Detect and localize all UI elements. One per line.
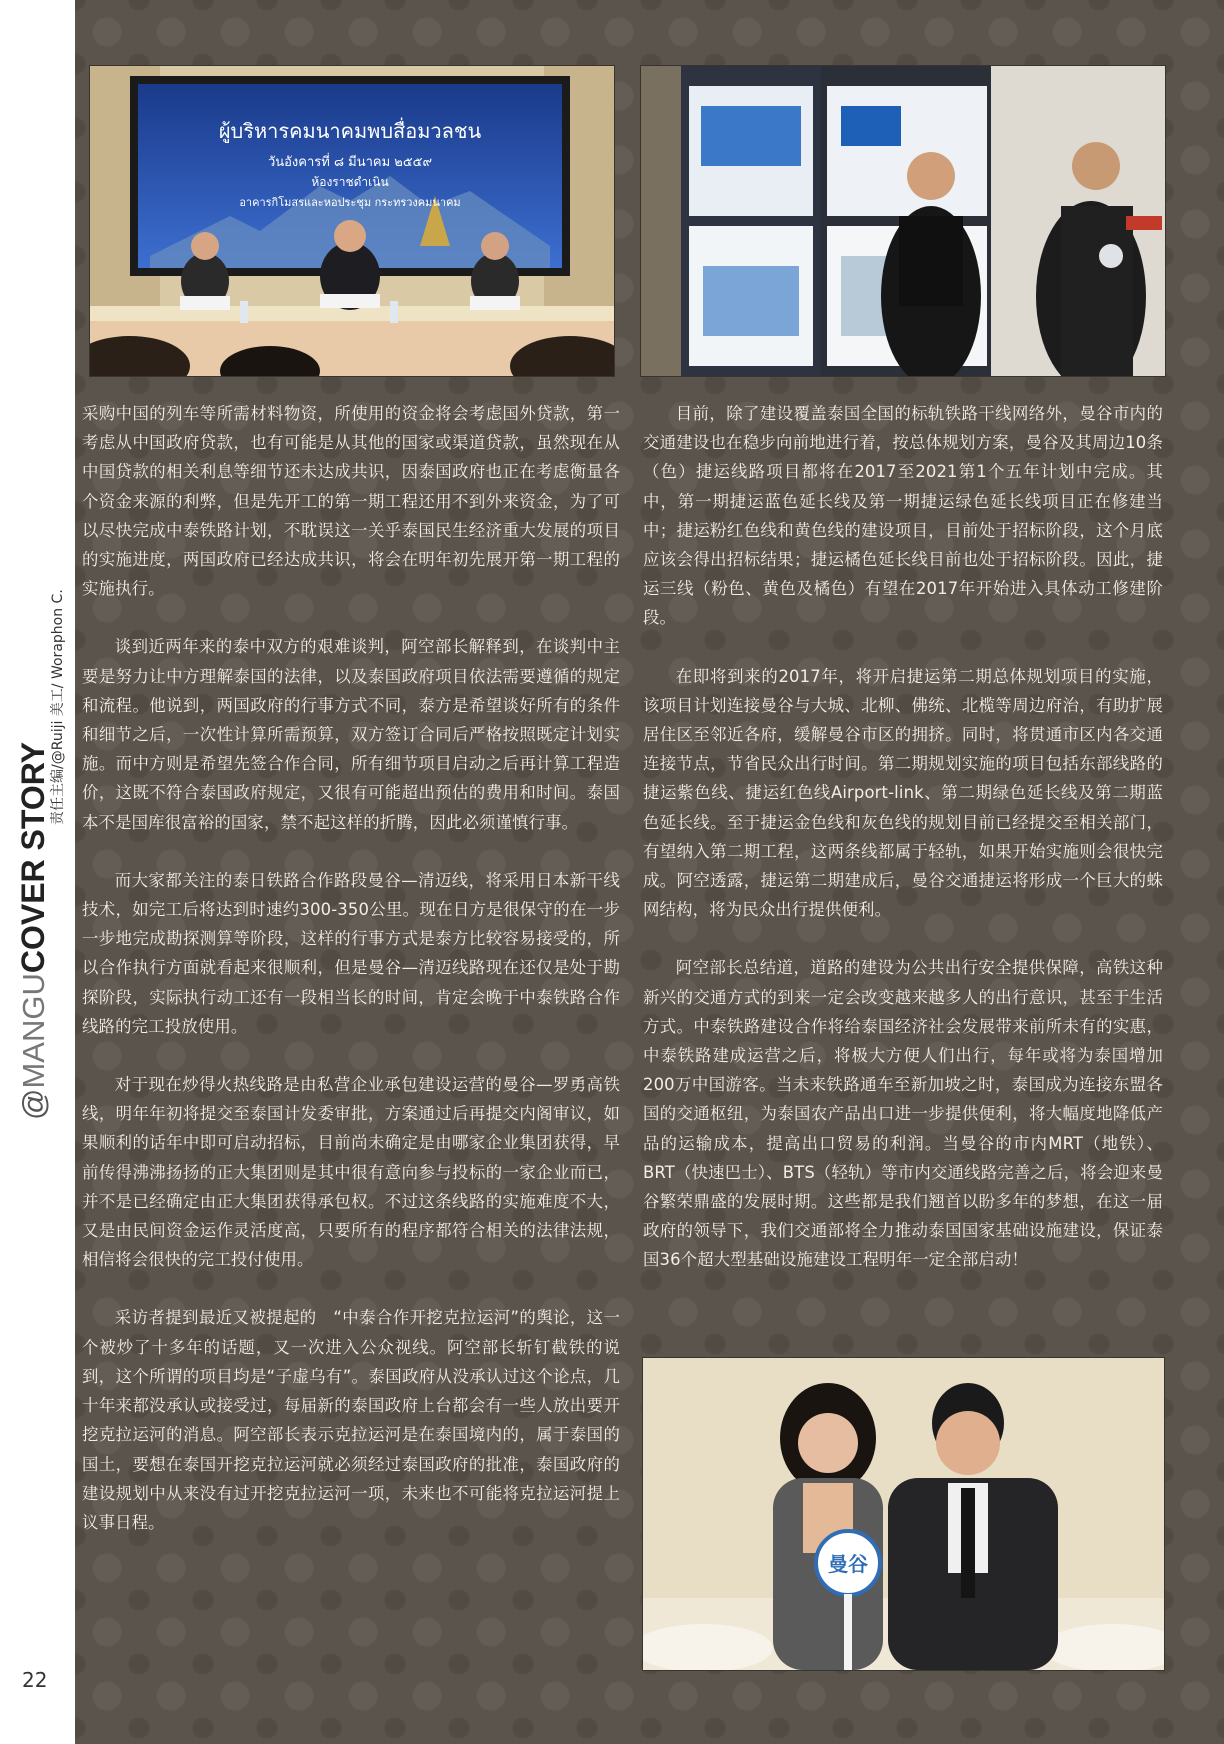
vertical-section-label [14, 520, 66, 1120]
interview-portrait-photo [642, 1357, 1165, 1671]
left-paragraph-4: 对于现在炒得火热线路是由私营企业承包建设运营的曼谷—罗勇高铁线，明年年初将提交至泰国计发委审批，方案通过后再提交内阁审议，如果顺利的话年中即可启动招标，目前尚未确定是由哪家企业集团获得，早前传得沸沸扬扬的正大集团则是其中很有意向参与投标的一家企业而已，并不是已经确定由正大集团获得承包权。不过这条线路的实施难度不大，又是由民间资金运作灵活度高，只要所有的程序都符合相关的法律法规，相信将会很快的完工投付使用。 [82, 1075, 620, 1270]
right-paragraph-2: 在即将到来的2017年，将开启捷运第二期总体规划项目的实施，该项目计划连接曼谷与大城、北柳、佛统、北榄等周边府治，有助扩展居住区至邻近各府，缓解曼谷市区的拥挤。同时，将贯通市区内各交通连接节点，节省民众出行时间。第二期规划实施的项目包括东部线路的捷运紫色线、捷运红色线Airport-link、第二期绿色延长线及第二期蓝色延长线。至于捷运金色线和灰色线的规划目前已经提交至相关部门，有望纳入第二期工程，这两条线都属于轻轨，如果开始实施则会很快完成。阿空透露，捷运第二期建成后，曼谷交通捷运将形成一个巨大的蛛网结构，将为民众出行提供便利。 [643, 666, 1163, 920]
left-paragraph-2: 谈到近两年来的泰中双方的艰难谈判，阿空部长解释到，在谈判中主要是努力让中方理解泰国的法律，以及泰国政府项目依法需要遵循的规定和流程。他说到，两国政府的行事方式不同，泰方是希望谈好所有的条件和细节之后，一次性计算所需预算，双方签订合同后严格按照既定计划实施。而中方则是希望先签合作合同，所有细节项目启动之后再计算工程造价，这既不符合泰国政府规定，又很有可能超出预估的费用和时间。泰国本不是国库很富裕的国家，禁不起这样的折腾，因此必须谨慎行事。 [82, 637, 620, 832]
svg-text:@MANGUCOVER STORY [15, 742, 51, 1120]
page-number: 22 [22, 1668, 48, 1692]
control-room-photo [640, 65, 1166, 377]
banner-line1: ผู้บริหารคมนาคมพบสื่อมวลชน [218, 119, 482, 143]
left-paragraph-5: 采访者提到最近又被提起的 “中泰合作开挖克拉运河”的舆论，这一个被炒了十多年的话题，又一次进入公众视线。阿空部长斩钉截铁的说到，这个所谓的项目均是“子虚乌有”。泰国政府从没承认过这个论点，几十年来都没承认或接受过，每届新的泰国政府上台都会有一些人放出要开挖克拉运河的消息。阿空部长表示克拉运河是在泰国境内的，属于泰国的国土，要想在泰国开挖克拉运河就必须经过泰国政府的批准，泰国政府的建设规划中从来没有过开挖克拉运河一项，未来也不可能将克拉运河提上议事日程。 [82, 1308, 620, 1532]
credits-text: 责任主编/@Ruiji 美工/ Woraphon C. [50, 589, 66, 825]
banner-line3: ห้องราชดำเนิน [311, 175, 389, 189]
sign-text: 曼谷 [828, 1552, 868, 1576]
article-column-left [82, 399, 620, 1537]
left-paragraph-1: 采购中国的列车等所需材料物资，所使用的资金将会考虑国外贷款，第一考虑从中国政府贷款，也有可能是从其他的国家或渠道贷款，虽然现在从中国贷款的相关利息等细节还未达成共识，因泰国政府也正在考虑衡量各个资金来源的利弊，但是先开工的第一期工程还用不到外来资金，为了可以尽快完成中泰铁路计划，不耽误这一关乎泰国民生经济重大发展的项目的实施进度，两国政府已经达成共识，将会在明年初先展开第一期工程的实施执行。 [82, 404, 620, 599]
right-paragraph-3: 阿空部长总结道，道路的建设为公共出行安全提供保障，高铁这种新兴的交通方式的到来一定会改变越来越多人的出行意识，甚至于生活方式。中泰铁路建设合作将给泰国经济社会发展带来前所未有的实惠，中泰铁路建成运营之后，将极大方便人们出行，每年或将为泰国增加200万中国游客。当未来铁路通车至新加坡之时，泰国成为连接东盟各国的交通枢纽，为泰国农产品出口进一步提供便利，将大幅度地降低产品的运输成本，提高出口贸易的利润。当曼谷的市内MRT（地铁）、BRT（快速巴士）、BTS（轻轨）等市内交通线路完善之后，将会迎来曼谷繁荣鼎盛的发展时期。这些都是我们翘首以盼多年的梦想，在这一届政府的领导下，我们交通部将全力推动泰国国家基础设施建设，保证泰国36个超大型基础设施建设工程明年一定全部启动！ [643, 958, 1163, 1270]
brand-at: @ [16, 1088, 51, 1120]
brand-name: MANGU [16, 973, 51, 1089]
article-column-right [643, 399, 1163, 1275]
right-paragraph-1: 目前，除了建设覆盖泰国全国的标轨铁路干线网络外，曼谷市内的交通建设也在稳步向前地进行着，按总体规划方案，曼谷及其周边10条（色）捷运线路项目都将在2017至2021第1个五年计划中完成。其中，第一期捷运蓝色延长线及第一期捷运绿色延长线项目正在修建当中；捷运粉红色线和黄色线的建设项目，目前处于招标阶段，这个月底应该会得出招标结果；捷运橘色延长线目前也处于招标阶段。因此，捷运三线（粉色、黄色及橘色）有望在2017年开始进入具体动工修建阶段。 [643, 404, 1163, 628]
banner-line2: วันอังคารที่ ๘ มีนาคม ๒๕๕๙ [267, 155, 433, 170]
page-content [75, 0, 1224, 1744]
left-paragraph-3: 而大家都关注的泰日铁路合作路段曼谷—清迈线，将采用日本新干线技术，如完工后将达到时速约300-350公里。现在日方是很保守的在一步一步地完成勘探测算等阶段，这样的行事方式是泰方比较容易接受的，所以合作执行方面就看起来很顺利，但是曼谷—清迈线路现在还仅是处于勘探阶段，实际执行动工还有一段相当长的时间，肯定会晚于中泰铁路合作线路的完工投放使用。 [82, 870, 620, 1036]
banner-line4: อาคารกิโมสรและหอประชุม กระทรวงคมนาคม [239, 196, 461, 209]
press-conference-photo [89, 65, 615, 377]
sidebar [0, 0, 75, 1744]
section-name: COVER STORY [15, 741, 51, 974]
